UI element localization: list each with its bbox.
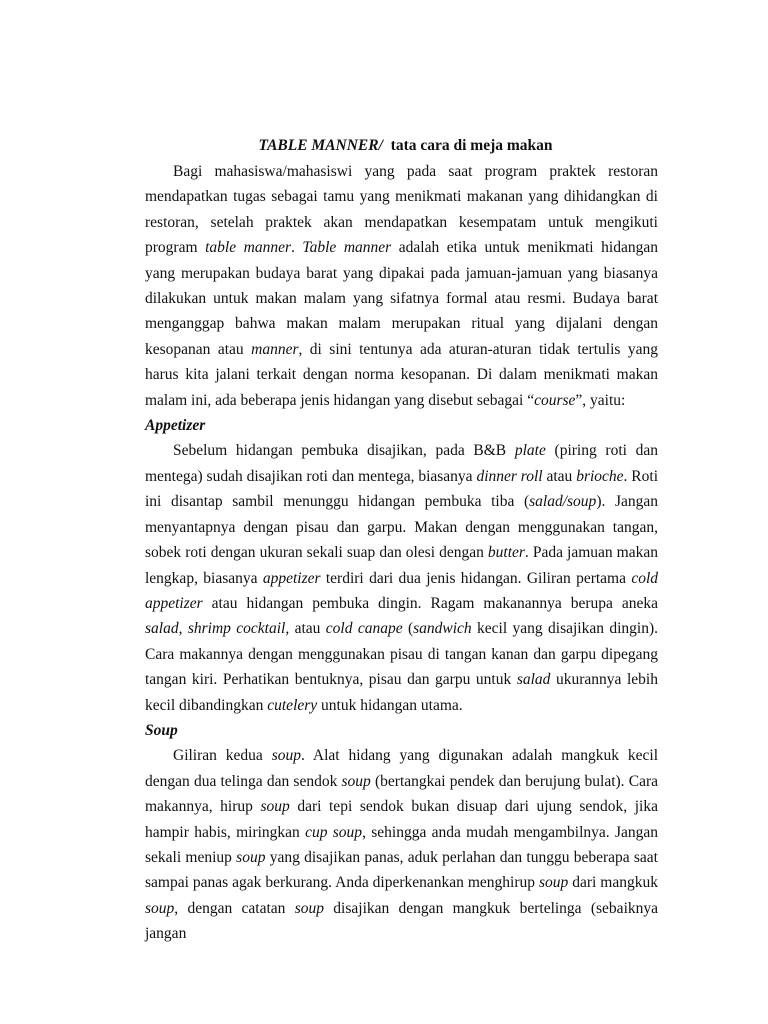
text-run: Sebelum hidangan pembuka disajikan, pada B&B	[173, 442, 515, 460]
italic-term: soup	[341, 772, 371, 790]
italic-term: salad	[516, 671, 551, 689]
text-run: , dengan catatan	[174, 899, 295, 917]
text-run: , atau	[285, 620, 326, 638]
text-run: untuk hidangan utama.	[317, 696, 463, 714]
section-heading-soup: Soup	[145, 721, 178, 739]
italic-term: plate	[514, 442, 546, 460]
italic-term: cold appetizer	[145, 569, 659, 612]
text-run: (piring roti dan mentega) sudah disajikan roti dan mentega, biasanya	[145, 442, 659, 485]
page-title	[145, 133, 658, 159]
text-run: .	[290, 239, 303, 257]
italic-term: cutelery	[267, 696, 318, 714]
text-run: kecil yang disajikan dingin). Cara makannya dengan menggunakan pisau di tangan kanan dan garpu dipegang tangan kiri. Perhatikan bentuknya, pisau dan garpu untuk	[145, 620, 658, 689]
title-english: TABLE MANNER/	[258, 137, 383, 154]
italic-term: course	[534, 391, 576, 409]
text-run: adalah etika untuk menikmati hidangan yang merupakan budaya barat yang dipakai pada jamuan-jamuan yang biasanya dilakukan untuk makan malam yang sifatnya formal atau resmi. Budaya barat menganggap bahwa makan malam merupakan ritual yang dijalani dengan kesopanan atau	[145, 239, 658, 358]
italic-term: soup	[294, 899, 324, 917]
text-run: . Pada jamuan makan lengkap, biasanya	[145, 544, 659, 587]
text-run: dari mangkuk	[568, 874, 658, 892]
appetizer-paragraph	[145, 438, 658, 717]
text-run: , sehingga anda mudah mengambilnya. Jangan sekali meniup	[145, 823, 658, 866]
italic-term: soup	[538, 874, 569, 892]
text-run: disajikan dengan mangkuk bertelinga (sebaiknya jangan	[145, 899, 658, 943]
italic-term: soup	[236, 848, 266, 866]
text-run: terdiri dari dua jenis hidangan. Giliran pertama	[320, 569, 632, 587]
soup-paragraph	[145, 743, 658, 946]
text-run: ukurannya lebih kecil dibandingkan	[145, 671, 658, 714]
intro-paragraph	[145, 159, 658, 413]
text-run: . Alat hidang yang digunakan adalah mangkuk kecil dengan dua telinga dan sendok	[145, 747, 658, 790]
italic-term: appetizer	[262, 569, 321, 587]
text-run: ”, yaitu:	[575, 391, 626, 409]
italic-term: soup	[260, 798, 290, 816]
italic-term: Table manner	[302, 239, 392, 257]
title-indonesian: tata cara di meja makan	[390, 137, 553, 154]
italic-term: brioche	[576, 467, 624, 485]
text-run: dari tepi sendok bukan disuap dari ujung sendok, jika hampir habis, miringkan	[145, 798, 658, 841]
text-run: . Roti ini disantap sambil menunggu hidangan pembuka tiba (	[145, 467, 658, 511]
italic-term: manner	[251, 340, 299, 358]
text-run: , di sini tentunya ada aturan-aturan tidak tertulis yang harus kita jalani terkait dengan norma kesopanan. Di dalam menikmati makan malam ini, ada beberapa jenis hidangan yang disebut sebagai “	[145, 340, 658, 409]
text-run: Giliran kedua	[173, 747, 272, 765]
italic-term: salad	[145, 620, 179, 638]
italic-term: soup	[271, 747, 301, 765]
text-run: ). Jangan menyantapnya dengan pisau dan garpu. Makan dengan menggunakan tangan, sobek roti dengan ukuran sekali suap dan olesi dengan	[145, 493, 659, 562]
text-run: (bertangkai pendek dan berujung bulat). Cara makannya, hirup	[145, 772, 658, 816]
text-run: ,	[178, 620, 188, 638]
text-run: atau hidangan pembuka dingin. Ragam makanannya berupa aneka	[202, 594, 658, 612]
text-run: Bagi mahasiswa/mahasiswi yang pada saat program praktek restoran mendapatkan tugas sebagai tamu yang menikmati makanan yang dihidangkan di restoran, setelah praktek akan mendapatkan kesempatam untuk mengikuti program	[145, 163, 658, 257]
italic-term: cup soup	[305, 823, 363, 841]
italic-term: cold canape	[325, 620, 403, 638]
italic-term: sandwich	[413, 620, 472, 638]
italic-term: salad/soup	[529, 493, 597, 511]
text-run: yang disajikan panas, aduk perlahan dan tunggu beberapa saat sampai panas agak berkurang. Anda diperkenankan menghirup	[145, 848, 658, 892]
italic-term: table manner	[205, 239, 291, 257]
text-run: (	[402, 620, 414, 638]
italic-term: shrimp cocktail	[187, 620, 286, 638]
section-heading-appetizer: Appetizer	[145, 417, 206, 435]
italic-term: soup	[145, 899, 175, 917]
italic-term: butter	[487, 544, 525, 562]
italic-term: dinner roll	[476, 467, 543, 485]
text-run: atau	[542, 467, 577, 485]
